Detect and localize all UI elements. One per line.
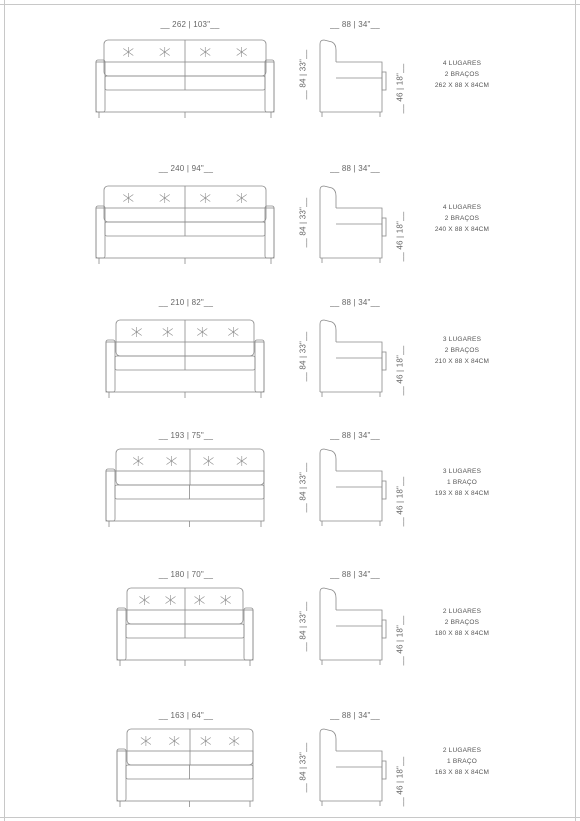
sofa-arm-left xyxy=(106,340,115,392)
seats-label: 4 LUGARES xyxy=(442,204,482,211)
side-arm-tab xyxy=(382,620,386,638)
front-view-240 xyxy=(95,182,275,272)
seat-height-dimension: __ 46 | 18"__ xyxy=(395,615,405,666)
seats-label: 2 LUGARES xyxy=(442,747,482,754)
depth-dimension: __ 88 | 34"__ xyxy=(330,20,380,29)
side-back-profile xyxy=(320,320,336,392)
seat-height-dimension: __ 46 | 18"__ xyxy=(395,63,405,114)
width-dimension: __ 193 | 75"__ xyxy=(158,431,214,440)
depth-dimension: __ 88 | 34"__ xyxy=(330,431,380,440)
width-dimension: __ 240 | 94"__ xyxy=(158,164,214,173)
side-back-profile xyxy=(320,729,336,801)
side-body xyxy=(320,208,382,258)
sofa-arm-left xyxy=(106,469,115,521)
front-view-210 xyxy=(105,316,265,406)
front-view-262 xyxy=(95,36,275,126)
front-view-193 xyxy=(105,445,265,535)
model-info-262 xyxy=(412,58,512,91)
sofa-arm-left xyxy=(117,608,126,660)
side-back-profile xyxy=(320,588,336,660)
dims-label: 240 X 88 X 84CM xyxy=(434,226,490,233)
height-dimension: __ 84 | 33"__ xyxy=(298,331,308,382)
seats-label: 3 LUGARES xyxy=(442,336,482,343)
side-back-profile xyxy=(320,40,336,112)
side-view-193 xyxy=(316,445,388,535)
seat-height-dimension: __ 46 | 18"__ xyxy=(395,345,405,396)
width-dimension: __ 180 | 70"__ xyxy=(158,570,214,579)
frame-top-line xyxy=(0,4,580,5)
side-back-profile xyxy=(320,449,336,521)
front-view-180 xyxy=(112,584,258,674)
sofa-arm-left xyxy=(117,749,126,801)
sofa-row-262 xyxy=(0,18,580,128)
sofa-row-163 xyxy=(0,709,580,819)
model-info-163 xyxy=(412,745,512,778)
side-body xyxy=(320,62,382,112)
model-info-210 xyxy=(412,334,512,367)
arms-label: 2 BRAÇOS xyxy=(444,347,480,354)
sofa-body xyxy=(106,471,264,521)
seat-height-dimension: __ 46 | 18"__ xyxy=(395,756,405,807)
side-arm-tab xyxy=(382,218,386,236)
side-arm-tab xyxy=(382,72,386,90)
sofa-arm-right xyxy=(255,340,264,392)
height-dimension: __ 84 | 33"__ xyxy=(298,742,308,793)
dims-label: 262 X 88 X 84CM xyxy=(434,82,490,89)
width-dimension: __ 210 | 82"__ xyxy=(158,298,214,307)
side-arm-tab xyxy=(382,761,386,779)
model-info-180 xyxy=(412,606,512,639)
side-arm-tab xyxy=(382,352,386,370)
side-body xyxy=(320,471,382,521)
sofa-row-193 xyxy=(0,429,580,539)
seat-height-dimension: __ 46 | 18"__ xyxy=(395,476,405,527)
width-dimension: __ 262 | 103"__ xyxy=(160,20,220,29)
side-body xyxy=(320,610,382,660)
sofa-arm-right xyxy=(244,608,253,660)
depth-dimension: __ 88 | 34"__ xyxy=(330,164,380,173)
dims-label: 210 X 88 X 84CM xyxy=(434,358,490,365)
height-dimension: __ 84 | 33"__ xyxy=(298,49,308,100)
sofa-body xyxy=(117,751,253,801)
side-back-profile xyxy=(320,186,336,258)
seats-label: 2 LUGARES xyxy=(442,608,482,615)
dims-label: 163 X 88 X 84CM xyxy=(434,769,490,776)
sofa-row-180 xyxy=(0,568,580,678)
side-body xyxy=(320,751,382,801)
dims-label: 193 X 88 X 84CM xyxy=(434,490,490,497)
side-body xyxy=(320,342,382,392)
side-view-262 xyxy=(316,36,388,126)
sofa-row-240 xyxy=(0,162,580,272)
depth-dimension: __ 88 | 34"__ xyxy=(330,711,380,720)
side-view-240 xyxy=(316,182,388,272)
sofa-row-210 xyxy=(0,296,580,406)
height-dimension: __ 84 | 33"__ xyxy=(298,197,308,248)
height-dimension: __ 84 | 33"__ xyxy=(298,462,308,513)
width-dimension: __ 163 | 64"__ xyxy=(158,711,214,720)
height-dimension: __ 84 | 33"__ xyxy=(298,601,308,652)
side-view-180 xyxy=(316,584,388,674)
arms-label: 2 BRAÇOS xyxy=(444,215,480,222)
arms-label: 1 BRAÇO xyxy=(447,479,477,486)
front-view-163 xyxy=(112,725,258,815)
side-arm-tab xyxy=(382,481,386,499)
seat-height-dimension: __ 46 | 18"__ xyxy=(395,211,405,262)
arms-label: 2 BRAÇOS xyxy=(444,619,480,626)
depth-dimension: __ 88 | 34"__ xyxy=(330,570,380,579)
dims-label: 180 X 88 X 84CM xyxy=(434,630,490,637)
arms-label: 2 BRAÇOS xyxy=(444,71,480,78)
model-info-240 xyxy=(412,202,512,235)
depth-dimension: __ 88 | 34"__ xyxy=(330,298,380,307)
seats-label: 3 LUGARES xyxy=(442,468,482,475)
arms-label: 1 BRAÇO xyxy=(447,758,477,765)
side-view-163 xyxy=(316,725,388,815)
model-info-193 xyxy=(412,466,512,499)
side-view-210 xyxy=(316,316,388,406)
seats-label: 4 LUGARES xyxy=(442,60,482,67)
